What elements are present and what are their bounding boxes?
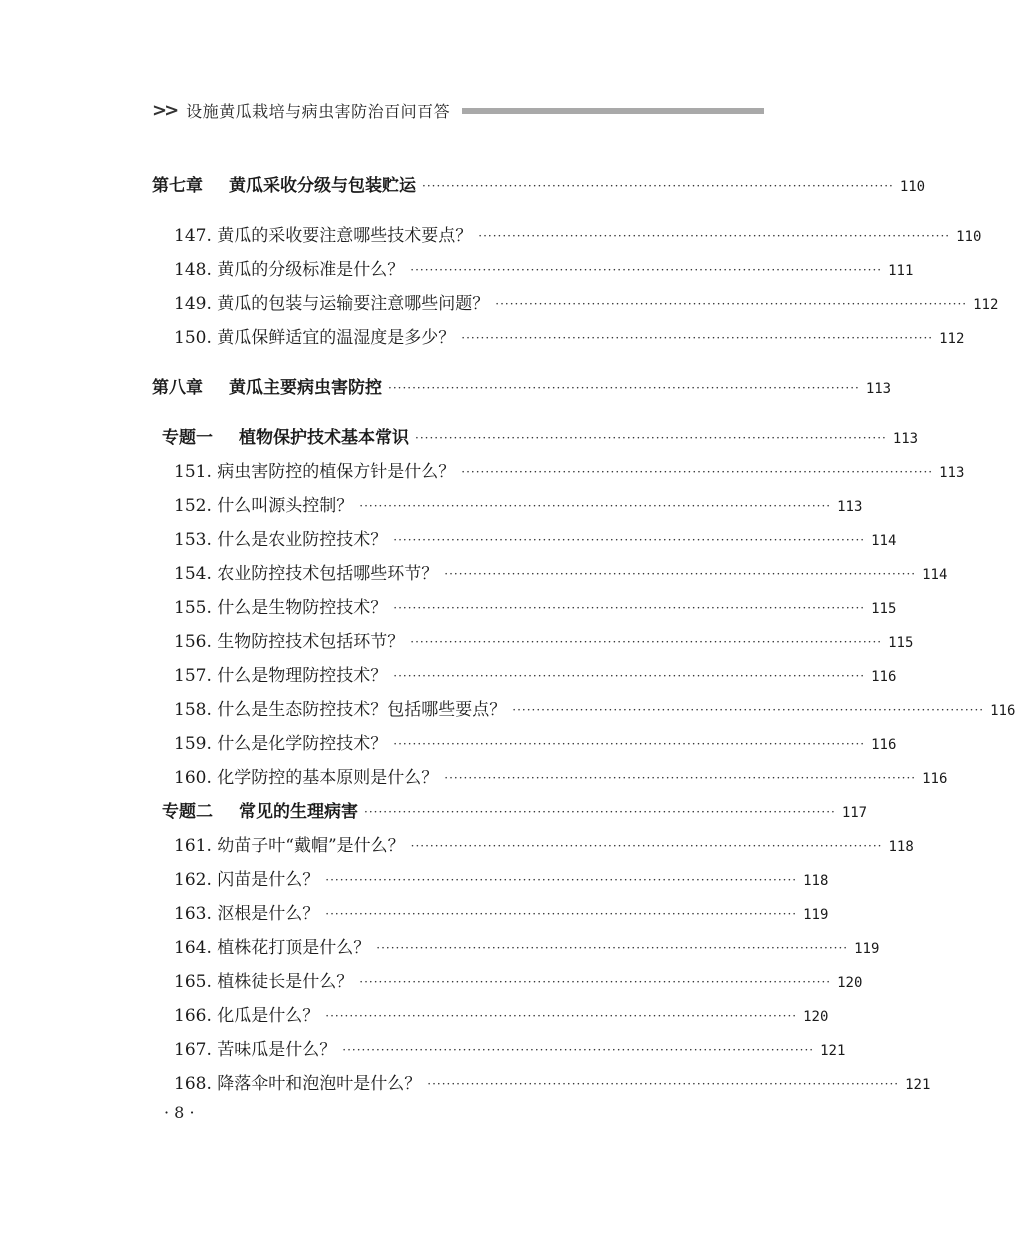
item-text: 什么是农业防控技术？ (217, 530, 388, 550)
chapter-number: 第七章 (152, 176, 203, 196)
page-number: 120 (837, 975, 863, 991)
toc-item-152[interactable] (152, 486, 863, 516)
page-number: 113 (837, 499, 863, 515)
page-number: 115 (871, 601, 897, 617)
leader-dots: ·································································································· (495, 297, 968, 311)
item-text: 化学防控的基本原则是什么？ (217, 768, 439, 788)
toc-item-149[interactable] (152, 284, 999, 314)
toc-item-167[interactable] (152, 1030, 846, 1060)
toc-item-165[interactable] (152, 962, 863, 992)
item-number: 156. (174, 632, 212, 652)
toc-item-147[interactable] (152, 216, 982, 246)
item-number: 158. (174, 700, 212, 720)
page-number: 121 (905, 1077, 931, 1093)
topic-title: 植物保护技术基本常识 (239, 428, 409, 448)
leader-dots: ·································································································· (388, 381, 860, 395)
item-number: 164. (174, 938, 212, 958)
page-number: 113 (939, 465, 965, 481)
item-text: 黄瓜保鲜适宜的温湿度是多少？ (217, 328, 456, 348)
item-number: 160. (174, 768, 212, 788)
toc-item-148[interactable] (152, 250, 914, 280)
toc-item-159[interactable] (152, 724, 897, 754)
toc-item-151[interactable] (152, 452, 965, 482)
leader-dots: ·································································································· (415, 431, 887, 445)
item-text: 苦味瓜是什么？ (217, 1040, 337, 1060)
item-text: 黄瓜的包装与运输要注意哪些问题？ (217, 294, 490, 314)
leader-dots: ·································································································· (393, 601, 866, 615)
item-number: 162. (174, 870, 212, 890)
item-number: 149. (174, 294, 212, 314)
topic-number: 专题一 (162, 428, 213, 448)
leader-dots: ·································································································· (325, 873, 798, 887)
item-text: 植株花打顶是什么？ (217, 938, 371, 958)
page-number: 121 (820, 1043, 846, 1059)
toc-item-168[interactable] (152, 1064, 931, 1094)
page-number: 119 (803, 907, 829, 923)
item-text: 植株徒长是什么？ (217, 972, 354, 992)
item-number: 152. (174, 496, 212, 516)
item-text: 化瓜是什么？ (217, 1006, 320, 1026)
item-number: 147. (174, 226, 212, 246)
toc-item-163[interactable] (152, 894, 829, 924)
item-text: 黄瓜的分级标准是什么？ (217, 260, 405, 280)
page-number: 120 (803, 1009, 829, 1025)
leader-dots: ·································································································· (512, 703, 985, 717)
item-text: 降落伞叶和泡泡叶是什么？ (217, 1074, 422, 1094)
toc-chapter-8[interactable] (152, 368, 892, 398)
toc-item-162[interactable] (152, 860, 829, 890)
toc-item-164[interactable] (152, 928, 880, 958)
leader-dots: ·································································································· (461, 331, 934, 345)
leader-dots: ·································································································· (422, 179, 894, 193)
page-number: 113 (865, 381, 892, 397)
item-number: 165. (174, 972, 212, 992)
toc-item-158[interactable] (152, 690, 1015, 720)
leader-dots: ·································································································· (325, 1009, 798, 1023)
page-number: 116 (922, 771, 948, 787)
item-number: 166. (174, 1006, 212, 1026)
toc-topic-1[interactable] (152, 418, 919, 448)
page-number: 110 (956, 229, 982, 245)
toc-item-166[interactable] (152, 996, 829, 1026)
item-text: 生物防控技术包括环节？ (217, 632, 405, 652)
page-number: 111 (888, 263, 914, 279)
leader-dots: ·································································································· (364, 805, 836, 819)
page-number: 118 (803, 873, 829, 889)
page-number: 119 (854, 941, 880, 957)
item-text: 闪苗是什么？ (217, 870, 320, 890)
running-header (152, 98, 764, 122)
leader-dots: ·································································································· (478, 229, 951, 243)
toc-topic-2[interactable] (152, 792, 868, 822)
page-number: 113 (892, 431, 919, 447)
item-number: 161. (174, 836, 212, 856)
toc-item-154[interactable] (152, 554, 948, 584)
item-number: 150. (174, 328, 212, 348)
page-number: 114 (922, 567, 948, 583)
leader-dots: ·································································································· (325, 907, 798, 921)
leader-dots: ·································································································· (376, 941, 849, 955)
page-number: 118 (888, 839, 914, 855)
toc-item-160[interactable] (152, 758, 948, 788)
toc-item-161[interactable] (152, 826, 914, 856)
toc-chapter-7[interactable] (152, 166, 926, 196)
page-number: 116 (990, 703, 1015, 719)
item-text: 黄瓜的采收要注意哪些技术要点？ (217, 226, 473, 246)
item-text: 病虫害防控的植保方针是什么？ (217, 462, 456, 482)
leader-dots: ·································································································· (393, 737, 866, 751)
folio-page-number: · 8 · (164, 1103, 195, 1122)
item-number: 151. (174, 462, 212, 482)
leader-dots: ·································································································· (461, 465, 934, 479)
leader-dots: ·································································································· (359, 499, 832, 513)
leader-dots: ·································································································· (427, 1077, 900, 1091)
leader-dots: ·································································································· (393, 533, 866, 547)
header-rule (462, 108, 764, 114)
topic-title: 常见的生理病害 (239, 802, 358, 822)
leader-dots: ·································································································· (342, 1043, 815, 1057)
item-number: 154. (174, 564, 212, 584)
item-number: 148. (174, 260, 212, 280)
topic-number: 专题二 (162, 802, 213, 822)
item-number: 168. (174, 1074, 212, 1094)
item-number: 159. (174, 734, 212, 754)
book-title: 设施黄瓜栽培与病虫害防治百问百答 (186, 101, 451, 121)
chapter-title: 黄瓜主要病虫害防控 (229, 378, 382, 398)
item-number: 157. (174, 666, 212, 686)
item-text: 什么是生态防控技术？包括哪些要点？ (217, 700, 507, 720)
item-text: 什么是化学防控技术？ (217, 734, 388, 754)
leader-dots: ·································································································· (410, 839, 883, 853)
item-number: 155. (174, 598, 212, 618)
leader-dots: ·································································································· (410, 263, 883, 277)
item-number: 153. (174, 530, 212, 550)
toc-item-157[interactable] (152, 656, 897, 686)
item-text: 什么是物理防控技术？ (217, 666, 388, 686)
item-number: 167. (174, 1040, 212, 1060)
leader-dots: ·································································································· (393, 669, 866, 683)
item-number: 163. (174, 904, 212, 924)
item-text: 农业防控技术包括哪些环节？ (217, 564, 439, 584)
leader-dots: ·································································································· (410, 635, 883, 649)
page-number: 114 (871, 533, 897, 549)
chapter-number: 第八章 (152, 378, 203, 398)
page-number: 115 (888, 635, 914, 651)
page-number: 110 (899, 179, 926, 195)
item-text: 什么叫源头控制？ (217, 496, 354, 516)
item-text: 沤根是什么？ (217, 904, 320, 924)
double-chevron-right-icon: >> (152, 99, 177, 121)
page-number: 112 (939, 331, 965, 347)
chapter-title: 黄瓜采收分级与包装贮运 (229, 176, 416, 196)
leader-dots: ·································································································· (359, 975, 832, 989)
page-number: 116 (871, 737, 897, 753)
toc-item-153[interactable] (152, 520, 897, 550)
item-text: 幼苗子叶“戴帽”是什么？ (217, 836, 405, 856)
leader-dots: ·································································································· (444, 567, 917, 581)
toc-item-156[interactable] (152, 622, 914, 652)
item-text: 什么是生物防控技术？ (217, 598, 388, 618)
page-number: 116 (871, 669, 897, 685)
page-number: 117 (841, 805, 868, 821)
toc-item-155[interactable] (152, 588, 897, 618)
page-number: 112 (973, 297, 999, 313)
toc-item-150[interactable] (152, 318, 965, 348)
leader-dots: ·································································································· (444, 771, 917, 785)
